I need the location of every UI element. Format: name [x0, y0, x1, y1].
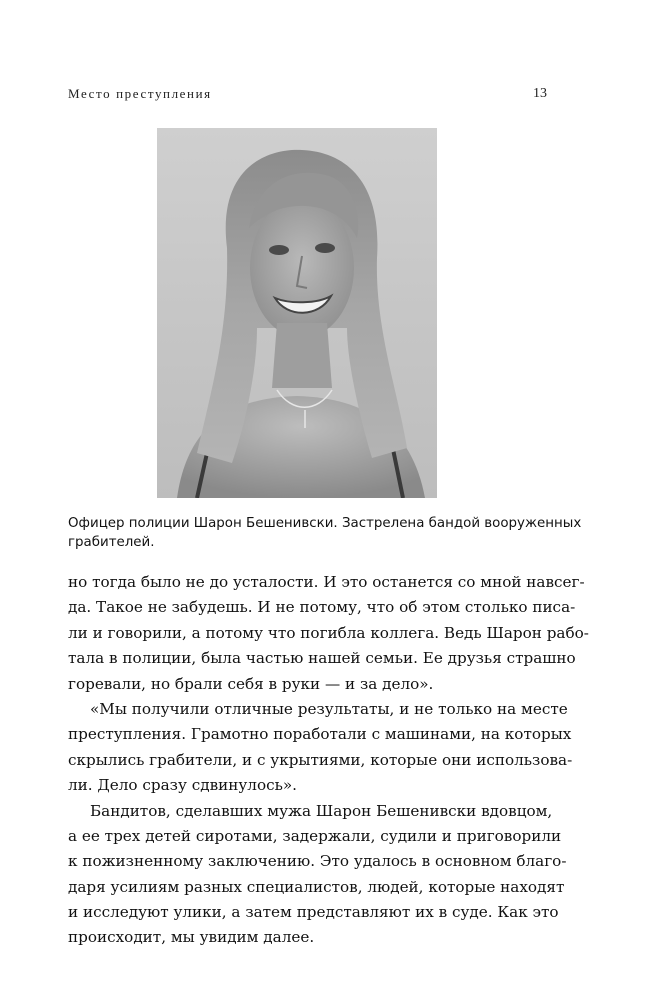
body-line: к пожизненному заключению. Это удалось в основном благо-: [68, 852, 567, 871]
body-line: «Мы получили отличные результаты, и не только на месте: [90, 699, 568, 718]
page-number: 13: [533, 86, 547, 101]
caption-line: грабителей.: [68, 535, 155, 550]
body-line: ли. Дело сразу сдвинулось».: [68, 776, 297, 795]
portrait-photo: [157, 128, 437, 498]
body-line: а ее трех детей сиротами, задержали, судили и приговорили: [68, 826, 562, 845]
photo-caption: [68, 514, 582, 552]
body-line: ли и говорили, а потому что погибла коллега. Ведь Шарон рабо-: [68, 623, 589, 642]
body-line: скрылись грабители, и с укрытиями, которые они использова-: [68, 750, 573, 769]
body-line: но тогда было не до усталости. И это останется со мной навсег-: [68, 573, 585, 591]
body-line: даря усилиям разных специалистов, людей, которые находят: [68, 877, 565, 896]
body-line: происходит, мы увидим далее.: [68, 928, 315, 947]
running-head: Место преступления: [68, 86, 212, 101]
body-line: да. Такое не забудешь. И не потому, что об этом столько писа-: [68, 598, 576, 617]
body-line: преступления. Грамотно поработали с машинами, на которых: [68, 725, 572, 744]
body-text: [68, 570, 589, 951]
body-line: тала в полиции, была частью нашей семьи. Ее друзья страшно: [68, 649, 576, 668]
body-line: и исследуют улики, а затем представляют их в суде. Как это: [68, 903, 559, 922]
body-line: горевали, но брали себя в руки — и за дело».: [68, 674, 434, 693]
caption-line: Офицер полиции Шарон Бешенивски. Застрелена бандой вооруженных: [68, 516, 582, 531]
body-line: Бандитов, сделавших мужа Шарон Бешенивски вдовцом,: [90, 801, 553, 820]
